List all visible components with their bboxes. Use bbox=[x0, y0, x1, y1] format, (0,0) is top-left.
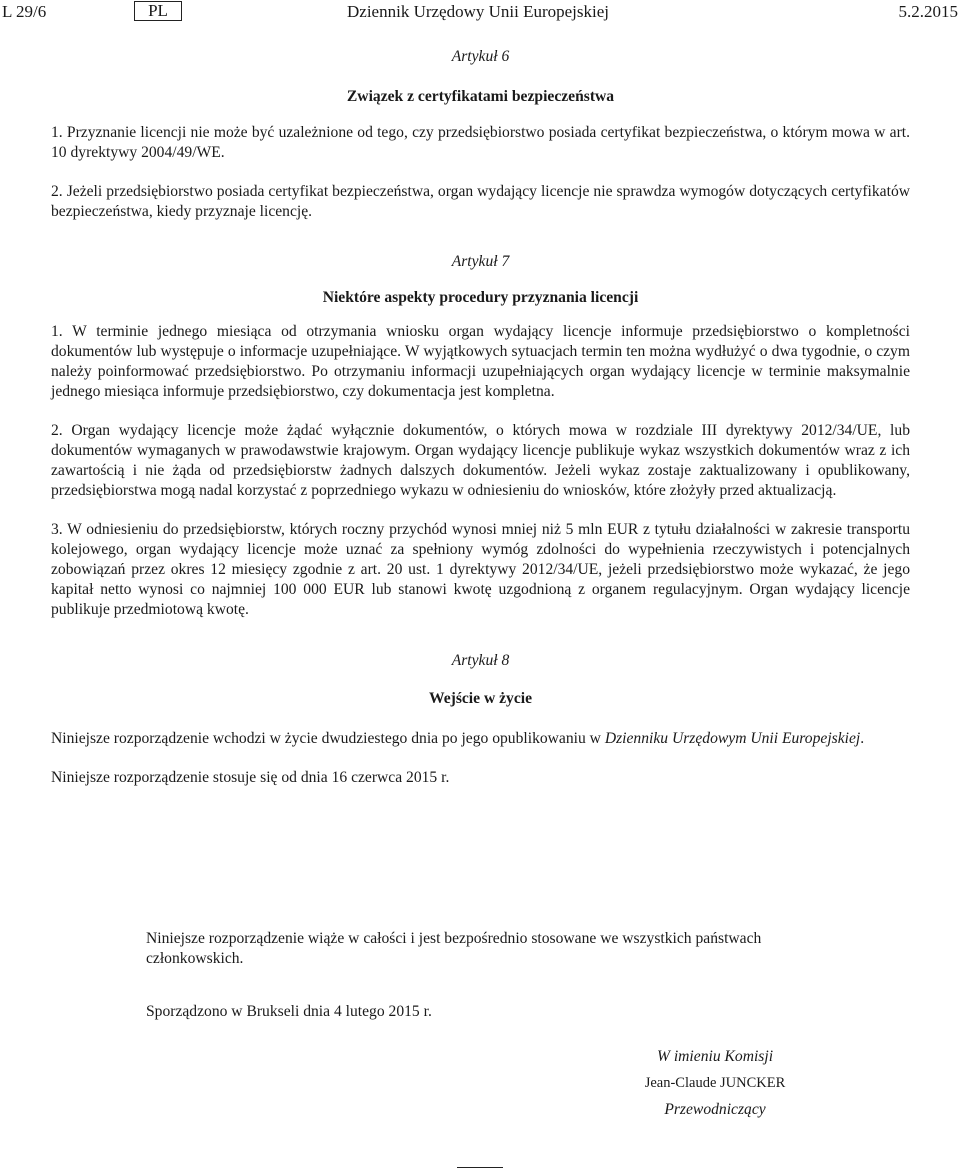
binding-clause: Niniejsze rozporządzenie wiąże w całości i jest bezpośrednio stosowane we wszystkich państwach członkowskich. bbox=[146, 930, 762, 967]
page-number: L 29/6 bbox=[2, 2, 47, 21]
article-8-number: Artykuł 8 bbox=[451, 652, 510, 669]
article-6-paragraph-1: 1. Przyznanie licencji nie może być uzależnione od tego, czy przedsiębiorstwo posiada certyfikat bezpieczeństwa, o którym mowa w art. 10 dyrektywy 2004/49/WE. bbox=[51, 124, 910, 161]
signature-on-behalf: W imieniu Komisji bbox=[656, 1048, 774, 1065]
article-7-paragraph-2: 2. Organ wydający licencje może żądać wyłącznie dokumentów, o których mowa w rozdziale III dyrektywy 2012/34/UE, lub dokumentów wymaganych w prawodawstwie krajowym. Organ wydający licencje publikuje wykaz wszystkich dokumentów wraz z ich zawartością i nie żąda od przedsiębiorstw żadnych dalszych dokumentów. Jeżeli wykaz zostaje zaktualizowany i opublikowany, przedsiębiorstwa mogą nadal korzystać z poprzedniego wykazu w odniesieniu do wniosków, które złożyły przed aktualizacją. bbox=[51, 422, 910, 499]
article-7-title: Niektóre aspekty procedury przyznania licencji bbox=[322, 289, 639, 306]
footnote-divider bbox=[457, 1167, 503, 1168]
article-8-paragraph-2: Niniejsze rozporządzenie stosuje się od dnia 16 czerwca 2015 r. bbox=[51, 769, 450, 786]
journal-name-italic: Dzienniku Urzędowym Unii Europejskiej bbox=[604, 730, 861, 747]
journal-title: Dziennik Urzędowy Unii Europejskiej bbox=[347, 2, 610, 21]
publication-date: 5.2.2015 bbox=[898, 2, 958, 21]
article-8-paragraph-1: Niniejsze rozporządzenie wchodzi w życie dwudziestego dnia po jego opublikowaniu w Dzienniku Urzędowym Unii Europejskiej. bbox=[51, 730, 865, 747]
article-7-paragraph-3: 3. W odniesieniu do przedsiębiorstw, których roczny przychód wynosi mniej niż 5 mln EUR z tytułu działalności w zakresie transportu kolejowego, organ wydający licencje może uznać za spełniony wymóg zdolności do wypełnienia rzeczywistych i potencjalnych zobowiązań przez okres 12 miesięcy zgodnie z art. 20 ust. 1 dyrektywy 2012/34/UE, jeżeli przedsiębiorstwo może wykazać, że jego kapitał netto wynosi co najmniej 100 000 EUR lub stanowi kwotę uzgodnioną z organem regulacyjnym. Organ wydający licencje publikuje przedmiotową kwotę. bbox=[51, 521, 910, 618]
page-header bbox=[0, 0, 960, 28]
signatory-role: Przewodniczący bbox=[664, 1101, 766, 1118]
signatory-name: Jean-Claude JUNCKER bbox=[644, 1075, 786, 1091]
article-6-paragraph-2: 2. Jeżeli przedsiębiorstwo posiada certyfikat bezpieczeństwa, organ wydający licencje nie sprawdza wymogów dotyczących certyfikatów bezpieczeństwa, kiedy przyznaje licencję. bbox=[51, 183, 910, 220]
done-at-statement: Sporządzono w Brukseli dnia 4 lutego 2015 r. bbox=[146, 1003, 432, 1020]
article-6-number: Artykuł 6 bbox=[451, 48, 510, 65]
article-6-title: Związek z certyfikatami bezpieczeństwa bbox=[346, 88, 615, 105]
article-7-number: Artykuł 7 bbox=[451, 253, 510, 270]
article-8-title: Wejście w życie bbox=[428, 690, 533, 707]
article-7-paragraph-1: 1. W terminie jednego miesiąca od otrzymania wniosku organ wydający licencje informuje przedsiębiorstwo o kompletności dokumentów lub występuje o informacje uzupełniające. W wyjątkowych sytuacjach termin ten można wydłużyć o dwa tygodnie, o czym należy poinformować przedsiębiorstwo. Po otrzymaniu informacji uzupełniających organ wydający licencje w terminie maksymalnie jednego miesiąca informuje przedsiębiorstwo, czy dokumentacja jest kompletna. bbox=[51, 323, 910, 400]
document-body bbox=[51, 38, 910, 788]
language-badge: PL bbox=[134, 1, 182, 21]
